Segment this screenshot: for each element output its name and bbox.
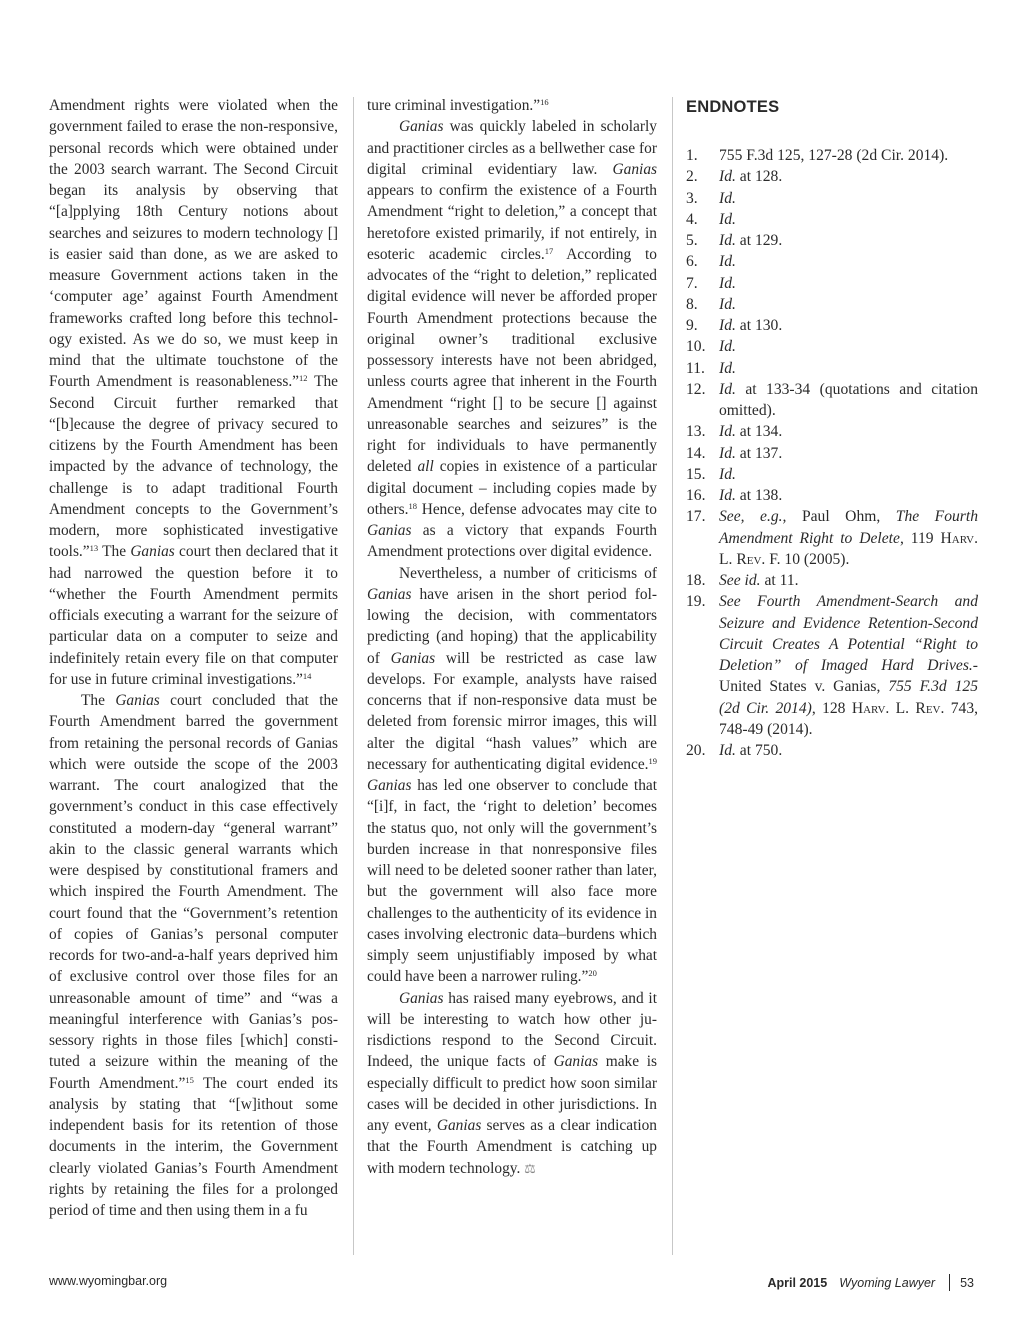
footer-publication-info [767, 1274, 974, 1291]
endnote-item: 14. Id. at 137. [686, 444, 783, 462]
paragraph: Ganias has raised many eyebrows, and it will be interesting to watch how other jurisdictions respond to the Second Circuit. Indeed, the unique facts of Ganias make is especially difficult to predict how soon similar cases will be decided in other jurisdictions. In any event, Ganias serves as a clear indication that the Fourth Amendment is catching up with modern technology. ⚖ [367, 989, 658, 1177]
footnote-ref[interactable]: 15 [185, 1074, 194, 1085]
footnote-ref[interactable]: 20 [588, 968, 597, 979]
endnote-item: 5. Id. at 129. [686, 232, 783, 249]
endnote-item: 6. Id. [686, 253, 736, 271]
endnote-item: 17. See, e.g., Paul Ohm, The Fourth Amendment Right to Delete, 119 Harv. L. Rev. F. 10 (2005). [686, 508, 978, 568]
endnote-item: 18. See id. at 11. [686, 572, 799, 589]
footnote-ref[interactable]: 12 [299, 373, 308, 384]
footnote-ref[interactable]: 16 [540, 97, 549, 107]
paragraph: ture criminal investigation.”$^{16}$ [367, 97, 549, 114]
endnote-item: 12. Id. at 133-34 (quotations and citation omitted). [686, 380, 978, 419]
footnote-ref[interactable]: 19 [648, 755, 657, 766]
endnote-item: 7. Id. [686, 274, 736, 292]
endnote-item: 8. Id. [686, 295, 736, 313]
endnote-item: 2. Id. at 128. [686, 168, 783, 186]
column-divider [672, 97, 673, 1255]
paragraph: Amendment rights were violated when the government failed to erase the non-responsive, personal records which were obtained under the 2003 search warrant. The Second Circuit began its analysis by observing that “[a]pplying 18th Century notions about searches and seizures to modern technology [] is easier said than done, as we are asked to measure Government actions taken in the ‘computer age’ against Fourth Amendment frameworks crafted long before this technology existed. As we do so, we must keep in mind that the ultimate touchstone of the Fourth Amendment is reasonableness.”$^{12}$ The Second Circuit further remarked that “[b]ecause the degree of privacy secured to citizens by the Fourth Amendment has been impacted by the advance of technology, the challenge is to adapt traditional Fourth Amendment concepts to the Government’s modern, more sophisticated investigative tools.”$^{13}$ The Ganias court then declared that it had narrowed the question before it to “whether the Fourth Amendment permits officials executing a warrant for the seizure of particular data on a computer to seize and indefinitely retain every file on that computer for use in future criminal investigations.”$^{14}$ [49, 97, 338, 688]
article-column-1 [49, 95, 338, 1221]
column-divider [353, 97, 354, 1255]
endnote-item: 15. Id. [686, 465, 736, 483]
endnote-item: 13. Id. at 134. [686, 423, 783, 441]
footer-website-link[interactable]: www.wyomingbar.org [49, 1274, 168, 1288]
footnote-ref[interactable]: 13 [89, 543, 99, 554]
endnotes-section [686, 98, 978, 761]
endnote-item: 9. Id. at 130. [686, 317, 783, 334]
endnote-item: 16. Id. at 138. [686, 487, 783, 504]
footer-divider [949, 1274, 950, 1291]
endnote-item: 11. Id. [686, 359, 736, 377]
endnotes-heading: ENDNOTES [686, 98, 780, 116]
footnote-ref[interactable]: 18 [408, 500, 417, 511]
footnote-ref[interactable]: 14 [302, 670, 312, 681]
magazine-name: Wyoming Lawyer [839, 1275, 936, 1290]
issue-date: April 2015 [767, 1275, 828, 1290]
endnote-item: 1. 755 F.3d 125, 127-28 (2d Cir. 2014). [686, 147, 949, 164]
footnote-ref[interactable]: 17 [544, 245, 554, 256]
end-of-article-icon: ⚖ [524, 1160, 536, 1176]
paragraph: Ganias was quickly labeled in scholarly and practitioner circles as a bellwether case for digital criminal evidentiary law. Ganias appears to confirm the existence of a Fourth Amendment “right to deletion,” a concept that heretofore existed primarily, if not entirely, in esoteric academic circles.$^{17}$ According to advocates of the “right to deletion,” replicated digital evidence will never be afforded proper Fourth Amendment protections because the original owner’s traditional exclusive possessory interests have not been abridged, unless courts agree that inherent in the Fourth Amendment “right [] to be secure [] against unreasonable searches and seizures” is the right for individuals to have permanently deleted all copies in existence of a particular digital document – including copies made by others.$^{18}$ Hence, defense advocates may cite to Ganias as a victory that expands Fourth Amendment protections over digital evidence. [367, 118, 657, 561]
endnote-item: 19. See Fourth Amendment-Search and Seizure and Evidence Retention-Second Circuit Creates A Potential “Right to Deletion” of Imaged Hard Drives.-United States v. Ganias, 755 F.3d 125 (2d Cir. 2014), 128 Harv. L. Rev. 743, 748-49 (2014). [686, 593, 979, 738]
paragraph: The Ganias court concluded that the Fourth Amendment barred the government from retaining the personal records of Ganias which were outside the scope of the 2003 warrant. The court analogized that the government’s conduct in this case effectively constituted a modern-day “general warrant” akin to the classic general warrants which were despised by constitutional framers and which inspired the Fourth Amendment. The court found that the “Government’s retention of copies of Ganias’s personal computer records for two-and-a-half years deprived him of exclusive control over those files for an unreasonable amount of time” and “was a meaningful interference with Ganias’s possessory rights in those files [which] constituted a seizure within the meaning of the Fourth Amendment.”$^{15}$ The court ended its analysis by stating that “[w]ithout some independent basis for its retention of those documents in the interim, the Government clearly violated Ganias’s Fourth Amendment rights by retaining the files for a prolonged period of time and then using them in a fu [49, 692, 339, 1219]
endnote-item: 3. Id. [686, 189, 736, 207]
endnote-item: 10. Id. [686, 338, 736, 356]
endnote-item: 20. Id. at 750. [686, 742, 783, 759]
page-number: 53 [960, 1275, 974, 1290]
article-column-2 [367, 95, 657, 1179]
paragraph: Nevertheless, a number of criticisms of Ganias have arisen in the short period following the decision, with commentators predicting (and hoping) that the applicability of Ganias will be restricted as case law develops. For example, analysts have raised concerns that if non-responsive data must be deleted from forensic mirror images, this will alter the digital “hash values” which are necessary for authenticating digital evidence.$^{19}$ Ganias has led one observer to conclude that “[i]f, in fact, the ‘right to deletion’ becomes the status quo, not only will the government’s burden increase in that nonresponsive files will need to be deleted sooner rather than later, but the government will also face more challenges to the authenticity of its evidence in cases involving electronic data–burdens which simply seem unjustifiably imposed by what could have been a narrower ruling.”$^{20}$ [367, 564, 657, 986]
endnote-item: 4. Id. [686, 210, 736, 228]
endnotes-list [686, 145, 978, 761]
